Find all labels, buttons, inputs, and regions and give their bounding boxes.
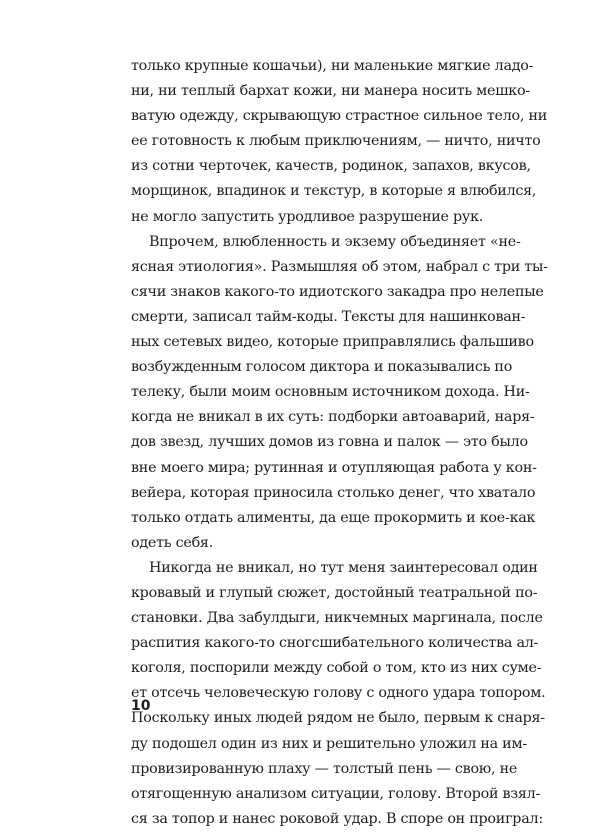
text-line: сячи знаков какого-то идиотского закадра про нелепые	[131, 283, 544, 300]
text-line: телеку, были моим основным источником дохода. Ни-	[131, 384, 530, 401]
text-line: провизированную плаху — толстый пень — свою, не	[131, 760, 518, 777]
text-line: морщинок, впадинок и текстур, в которые я влюбился,	[131, 183, 537, 200]
text-line: дов звезд, лучших домов из говна и палок — это было	[131, 434, 528, 451]
text-line: ее готовность к любым приключениям, — ничто, ничто	[131, 133, 541, 150]
text-line: отягощенную анализом ситуации, голову. Второй взял-	[131, 785, 541, 802]
text-line: возбужденным голосом диктора и показывались по	[131, 359, 513, 376]
text-line: только крупные кошачьи), ни маленькие мягкие ладо-	[131, 58, 534, 74]
text-line: коголя, поспорили между собой о том, кто из них суме-	[131, 660, 542, 677]
text-line: смерти, записал тайм-коды. Тексты для нашинкован-	[131, 308, 526, 325]
text-line: когда не вникал в их суть: подборки автоаварий, наря-	[131, 409, 535, 426]
text-line: не могло запустить уродливое разрушение рук.	[131, 208, 484, 225]
text-line: ду подошел один из них и решительно уложил на им-	[131, 735, 527, 752]
text-line: Поскольку иных людей рядом не было, первым к снаря-	[131, 710, 545, 727]
paragraph	[131, 230, 548, 556]
text-line: ни, ни теплый бархат кожи, ни манера носить мешко-	[131, 83, 530, 100]
paragraph	[131, 556, 546, 832]
text-line: ет отсечь человеческую голову с одного удара топором.	[131, 685, 546, 702]
text-line: только отдать алименты, да еще прокормить и кое-как	[131, 509, 536, 526]
body-text	[131, 54, 548, 832]
text-line: ясная этиология». Размышляя об этом, набрал с три ты-	[131, 258, 548, 275]
text-line: ных сетевых видео, которые приправлялись фальшиво	[131, 334, 534, 351]
text-line: Никогда не вникал, но тут меня заинтересовал один	[149, 559, 538, 576]
text-line: становки. Два забулдыги, никчемных маргинала, после	[131, 610, 543, 627]
text-line: одеть себя.	[131, 534, 213, 551]
text-line: Впрочем, влюбленность и экзему объединяет «не-	[149, 233, 521, 250]
text-line: вейера, которая приносила столько денег, что хватало	[131, 484, 536, 501]
text-line: ся за топор и нанес роковой удар. В споре он проиграл:	[131, 810, 543, 827]
text-line: ватую одежду, скрывающую страстное сильное тело, ни	[131, 108, 548, 125]
text-line: распития какого-то сногсшибательного количества ал-	[131, 635, 539, 652]
paragraph	[131, 54, 548, 230]
text-line: вне моего мира; рутинная и отупляющая работа у кон-	[131, 459, 537, 476]
page-number: 10	[131, 698, 151, 714]
text-line: кровавый и глупый сюжет, достойный театральной по-	[131, 584, 538, 601]
text-line: из сотни черточек, качеств, родинок, запахов, вкусов,	[131, 158, 531, 175]
